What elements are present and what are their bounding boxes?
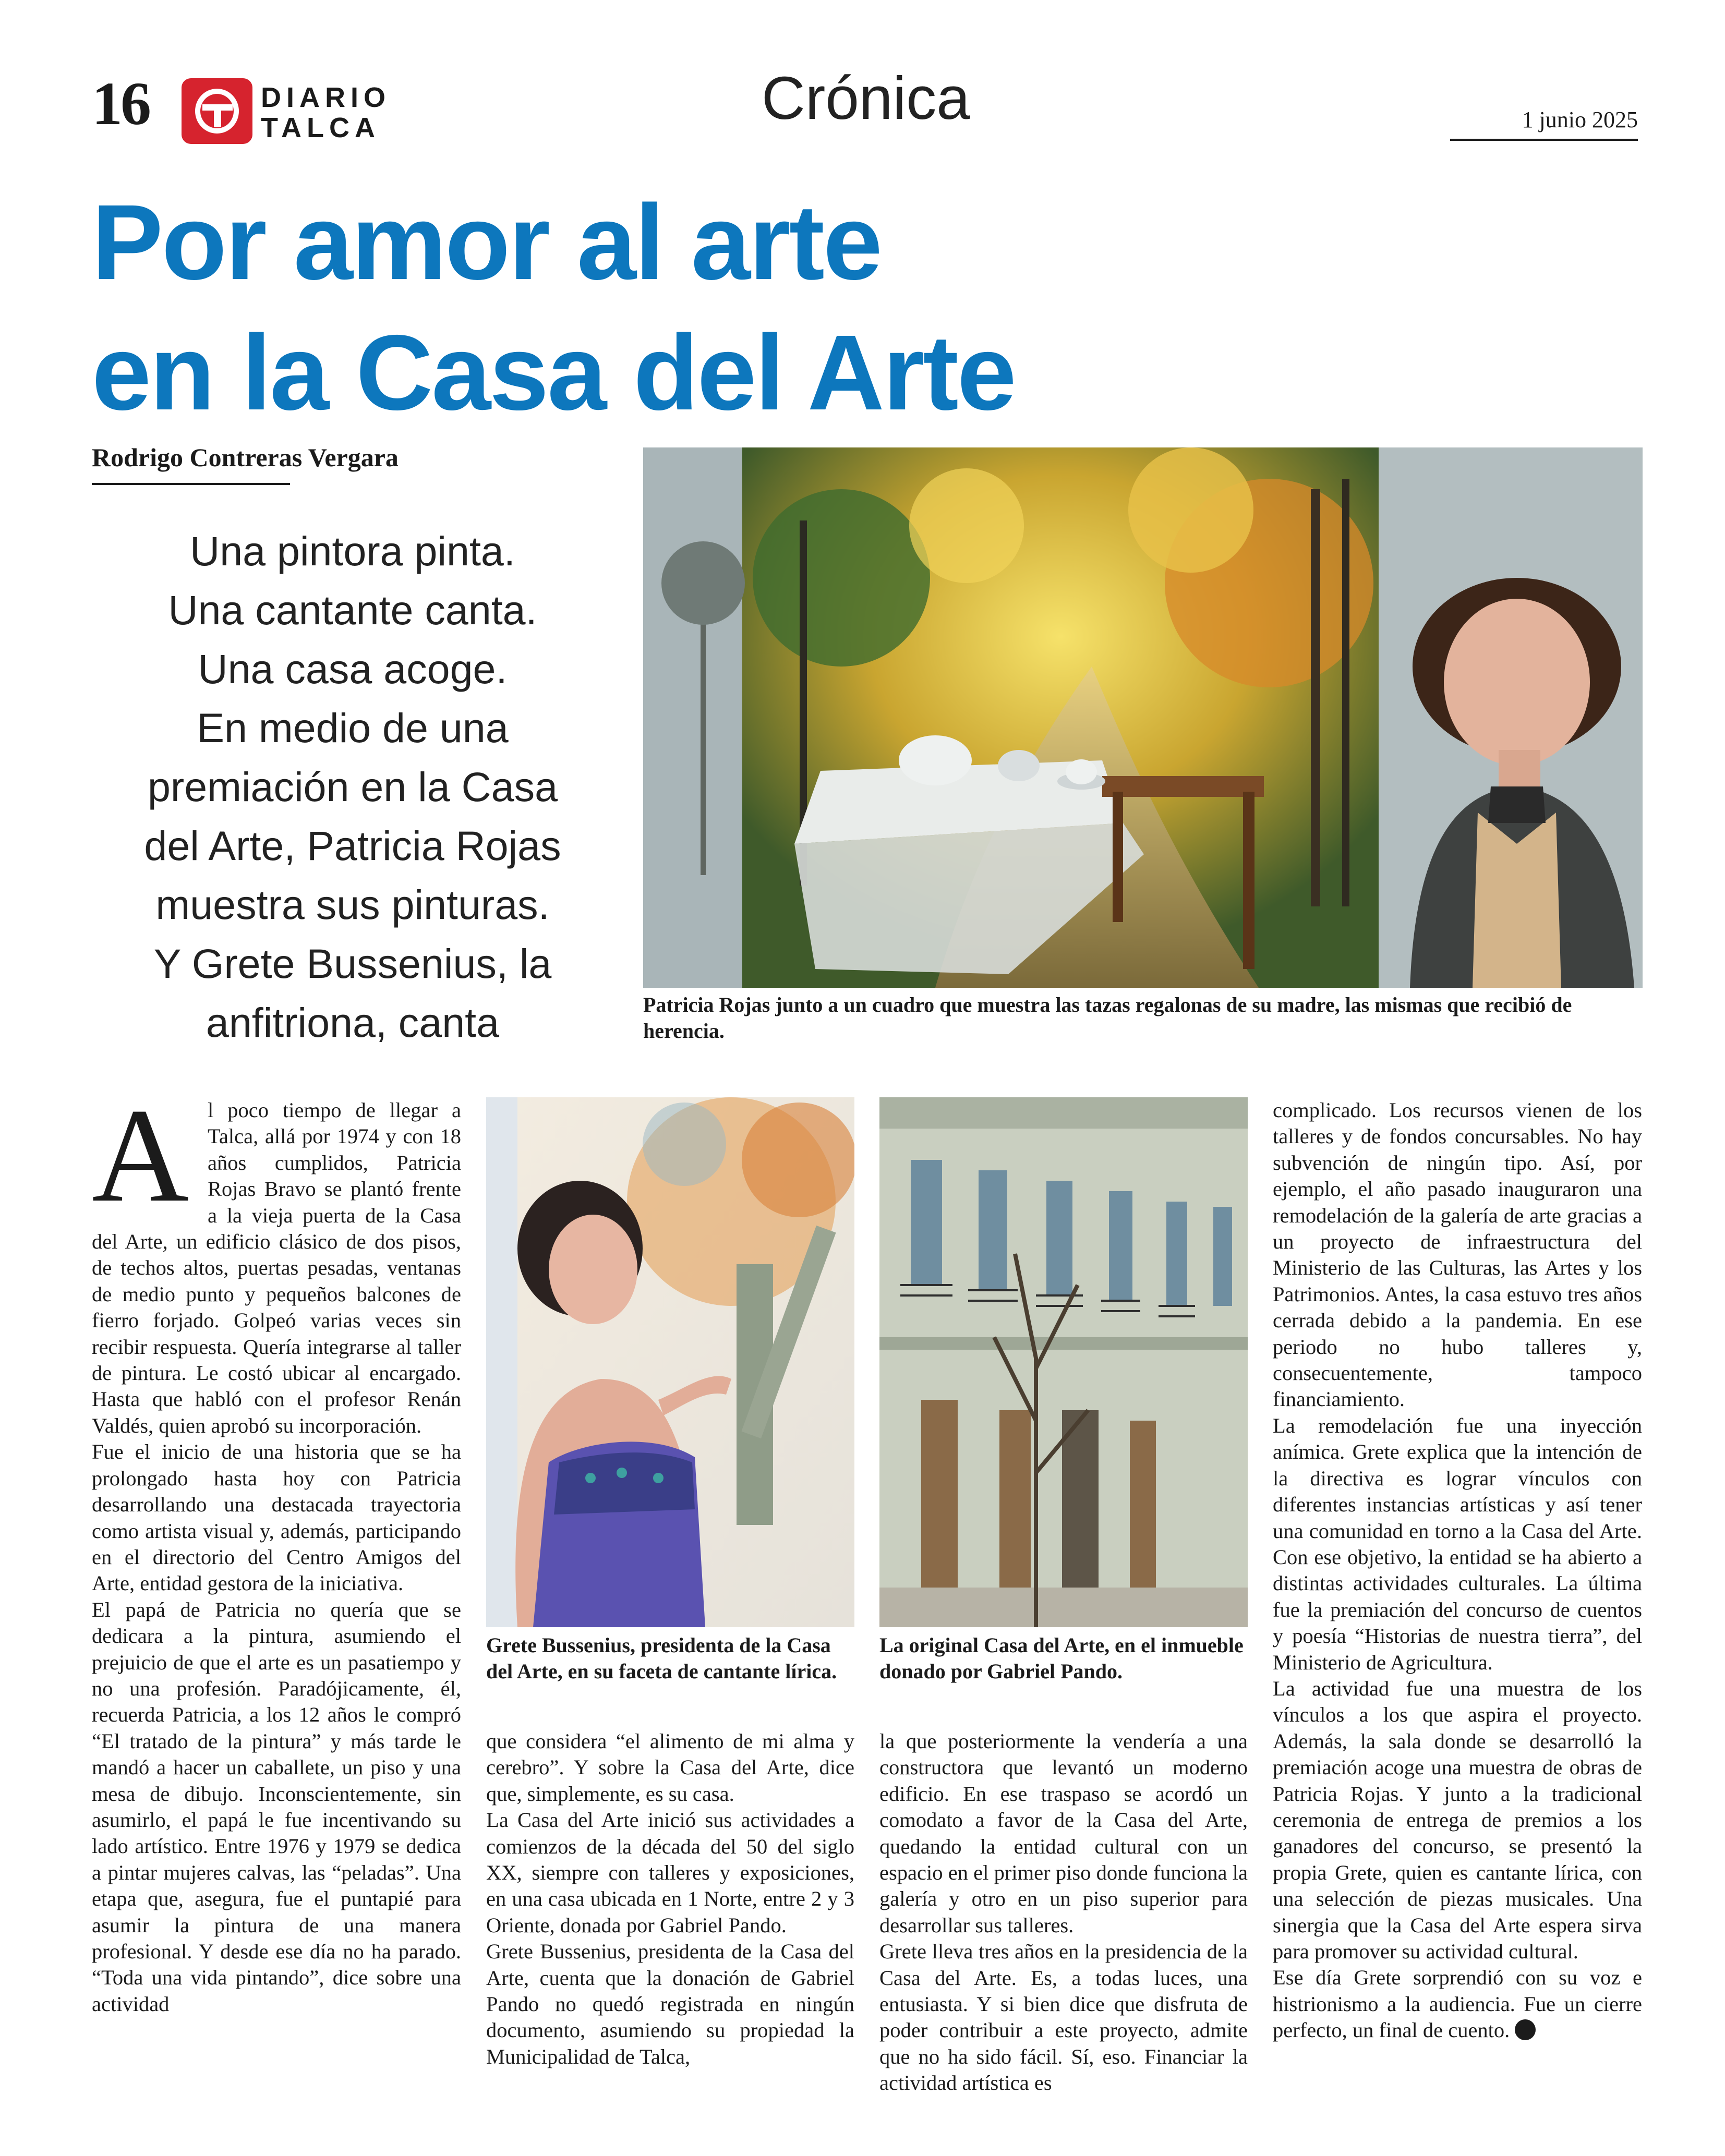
paragraph: complicado. Los recursos vienen de los talleres y de fondos concursables. No hay subvención de ningún tipo. Así, por ejemplo, el año pasado inauguraron una remodelación de la galería de arte gracias a un proyecto de infraestructura del Ministerio de las Culturas, las Artes y los Patrimonios. Antes, la casa estuvo tres años cerrada debido a la pandemia. En ese periodo no hubo talleres y, consecuentemente, tampoco financiamiento. — [1273, 1098, 1642, 1411]
singer-photo — [486, 1097, 854, 1627]
paragraph: El papá de Patricia no quería que se dedicara a la pintura, asumiendo el prejuicio de que el arte es un pasatiempo y no una profesión. Paradójicamente, él, recuerda Patricia, a los 12 años le compró “El tratado de la pintura” y más tarde le mandó a hacer un caballete, un piso y una mesa de dibujo. Inconscientemente, sin asumirlo, el papá le fue incentivando su lado artístico. Entre 1976 y 1979 se dedica a pintar mujeres calvas, las “peladas”. Una etapa que, asegura, fue el puntapié para asumir la pintura de una manera profesional. Y desde ese día no ha parado. “Toda una vida pintando”, dice sobre una actividad — [92, 1597, 461, 2016]
paragraph: Ese día Grete sorprendió con su voz e histrionismo a la audiencia. Fue un cierre perfecto, un final de cuento. — [1273, 1966, 1642, 2042]
paragraph: l poco tiempo de llegar a Talca, allá por 1974 y con 18 años cumplidos, Patricia Rojas Bravo se plantó frente a la vieja puerta de la Casa del Arte, un edificio clásico de dos pisos, de techos altos, puertas pesadas, ventanas de medio punto y pequeños balcones de fierro forjado. Golpeó varias veces sin recibir respuesta. Quería integrarse al taller de pintura. Le costó ubicar al encargado. Hasta que habló con el profesor Renán Valdés, quien aprobó su incorporación. — [92, 1098, 461, 1437]
deck-line: Una pintora pinta. — [190, 528, 515, 574]
deck — [92, 522, 613, 1052]
house-photo — [879, 1097, 1248, 1627]
date-rule — [1450, 139, 1638, 141]
drop-cap: A — [92, 1081, 189, 1230]
deck-line: Una casa acoge. — [198, 646, 508, 692]
paragraph: Fue el inicio de una historia que se ha prolongado hasta hoy con Patricia desarrollando una destacada trayectoria como artista visual y, además, participando en el directorio del Centro Amigos del Arte, entidad gestora de la iniciativa. — [92, 1440, 461, 1595]
headline-line-2: en la Casa del Arte — [92, 313, 1015, 432]
body-column-3 — [879, 1728, 1248, 2097]
paragraph: Grete lleva tres años en la presidencia de la Casa del Arte. Es, a todas luces, una entusiasta. Y si bien dice que disfruta de poder contribuir a este proyecto, admite que no ha sido fácil. Sí, eso. Financiar la actividad artística es — [879, 1940, 1248, 2095]
byline: Rodrigo Contreras Vergara — [92, 443, 399, 472]
body-column-2 — [486, 1728, 854, 2070]
paragraph: la que posteriormente la vendería a una constructora que levantó un moderno edificio. En ese traspaso se acordó un comodato a favor de la Casa del Arte, quedando la entidad cultural con un espacio en el primer piso donde funciona la galería y otro en un piso superior para desarrollar sus talleres. — [879, 1729, 1248, 1937]
logo-line-1: DIARIO — [261, 82, 391, 113]
headline — [92, 177, 1448, 438]
logo-line-2: TALCA — [261, 112, 380, 143]
deck-line: muestra sus pinturas. — [155, 881, 550, 928]
main-photo-caption: Patricia Rojas junto a un cuadro que muestra las tazas regalonas de su madre, las mismas que recibió de herencia. — [643, 993, 1572, 1043]
paragraph: Grete Bussenius, presidenta de la Casa del Arte, cuenta que la donación de Gabriel Pando no quedó registrada en ningún documento, asumiendo su propiedad la Municipalidad de Talca, — [486, 1940, 854, 2068]
singer-photo-caption: Grete Bussenius, presidenta de la Casa del Arte, en su faceta de cantante lírica. — [486, 1633, 837, 1683]
headline-line-1: Por amor al arte — [92, 183, 881, 302]
body-column-4 — [1273, 1097, 1642, 2044]
house-photo-caption: La original Casa del Arte, en el inmueble donado por Gabriel Pando. — [879, 1633, 1244, 1683]
deck-line: Y Grete Bussenius, la — [153, 940, 552, 987]
deck-line: En medio de una — [197, 705, 509, 751]
deck-line: Una cantante canta. — [168, 587, 537, 633]
diario-talca-logo-icon — [182, 78, 252, 144]
body-column-1 — [92, 1081, 461, 2017]
deck-line: del Arte, Patricia Rojas — [144, 822, 561, 869]
paragraph: La remodelación fue una inyección anímica. Grete explica que la intención de la directiva es lograr vínculos con diferentes instancias artísticas y así tener una comunidad en torno a la Casa del Arte. Con ese objetivo, la entidad se ha abierto a distintas actividades culturales. La última fue la premiación del concurso de cuentos y poesía “Historias de nuestra tierra”, del Ministerio de Agricultura. — [1273, 1413, 1642, 1674]
paragraph: que considera “el alimento de mi alma y cerebro”. Y sobre la Casa del Arte, dice que, simplemente, es su casa. — [486, 1729, 854, 1806]
byline-rule — [92, 483, 290, 485]
deck-line: premiación en la Casa — [147, 764, 558, 810]
logo-text — [261, 82, 391, 143]
paragraph: La actividad fue una muestra de los vínculos a los que aspira el proyecto. Además, la sala donde se desarrolló la premiación acoge una muestra de obras de Patricia Rojas. Y junto a la tradicional ceremonia de entrega de premios a los ganadores del concurso, se presentó la propia Grete, quien es cantante lírica, con una selección de piezas musicales. Una sinergia que la Casa del Arte espera sirva para promover su actividad cultural. — [1273, 1676, 1642, 1963]
deck-line: anfitriona, canta — [206, 999, 500, 1046]
paragraph: La Casa del Arte inició sus actividades a comienzos de la década del 50 del siglo XX, siempre con talleres y exposiciones, en una casa ubicada en 1 Norte, entre 2 y 3 Oriente, donada por Gabriel Pando. — [486, 1808, 854, 1937]
section-title: Crónica — [762, 64, 970, 132]
end-mark-icon — [1515, 2019, 1536, 2040]
issue-date: 1 junio 2025 — [1522, 107, 1638, 132]
page-number: 16 — [92, 69, 149, 138]
main-photo — [643, 447, 1643, 988]
